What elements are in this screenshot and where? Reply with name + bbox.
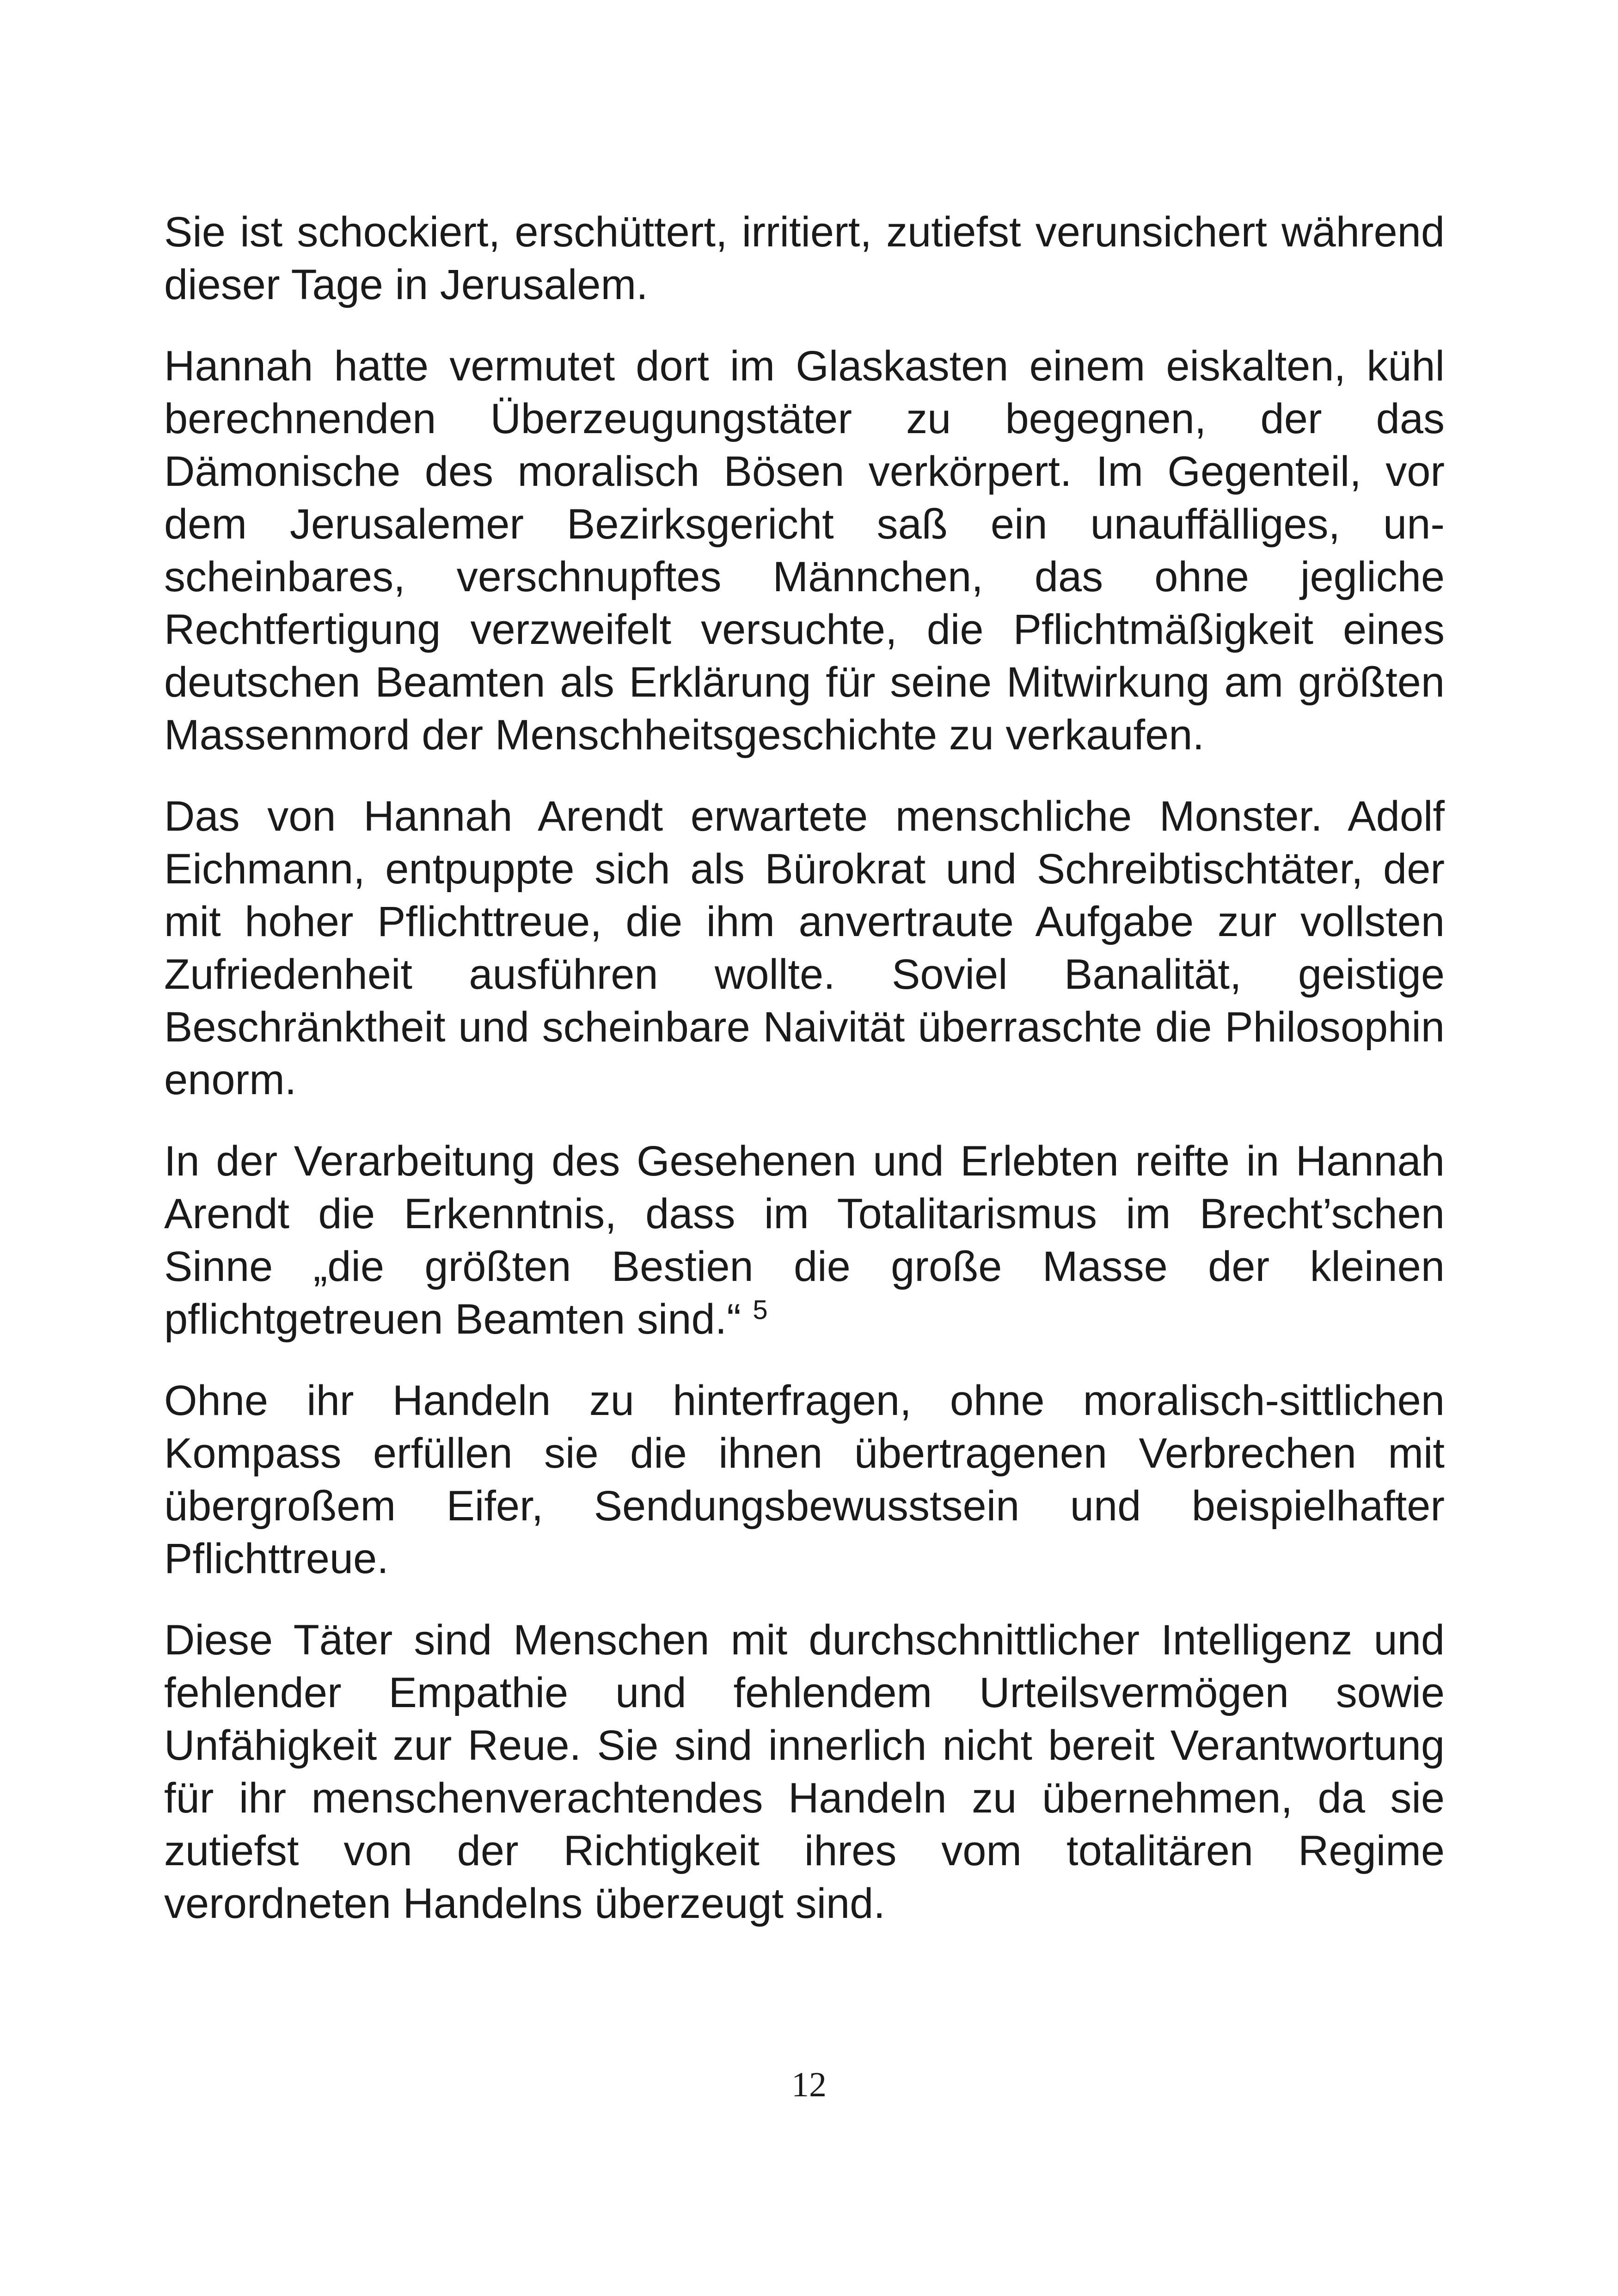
paragraph-4-text: In der Verarbeitung des Gesehenen und Erlebten reifte in Hannah Arendt die Erkenntnis, dass im Totalitarismus im Brecht’schen Sinne „die größten Bestien die große Masse der kleinen pflichtgetreuen Beamten sind.“	[164, 1138, 1445, 1343]
body-text	[164, 206, 1445, 1959]
paragraph-1: Sie ist schockiert, erschüttert, irritiert, zutiefst verunsichert während dieser Tage in Jerusalem.	[164, 208, 1445, 308]
paragraph-4	[164, 1135, 1445, 1346]
paragraph-6: Diese Täter sind Menschen mit durchschnittlicher Intelligenz und fehlender Empathie und fehlendem Urteilsvermögen sowie Unfähigkeit zur Reue. Sie sind innerlich nicht bereit Verantwortung für ihr menschenverachtendes Handeln zu übernehmen, da sie zutiefst von der Richtigkeit ihres vom totalitären Regime verordneten Handelns überzeugt sind.	[164, 1616, 1445, 1927]
paragraph-5: Ohne ihr Handeln zu hinterfragen, ohne moralisch-sittlichen Kompass erfüllen sie die ihnen übertragenen Verbrechen mit übergroßem Eifer, Sendungsbewusstsein und beispielhafter Pflichttreue.	[164, 1377, 1445, 1582]
footnote-reference: 5	[753, 1295, 768, 1325]
page-number: 12	[791, 2065, 827, 2104]
paragraph-2: Hannah hatte vermutet dort im Glaskasten einem eiskalten, kühl berechnenden Überzeugungstäter zu begegnen, der das Dämonische des moralisch Bösen verkörpert. Im Gegenteil, vor dem Jerusalemer Bezirksgericht saß ein unauffälliges, unscheinbares, verschnupftes Männchen, das ohne jegliche Rechtfertigung verzweifelt versuchte, die Pflichtmäßigkeit eines deutschen Beamten als Erklärung für seine Mitwirkung am größten Massenmord der Menschheitsgeschichte zu verkaufen.	[164, 343, 1445, 759]
paragraph-3: Das von Hannah Arendt erwartete menschliche Monster. Adolf Eichmann, entpuppte sich als Bürokrat und Schreibtischtäter, der mit hoher Pflichttreue, die ihm anvertraute Aufgabe zur vollsten Zufriedenheit ausführen wollte. Soviel Banalität, geistige Beschränktheit und scheinbare Naivität überraschte die Philosophin enorm.	[164, 793, 1445, 1103]
